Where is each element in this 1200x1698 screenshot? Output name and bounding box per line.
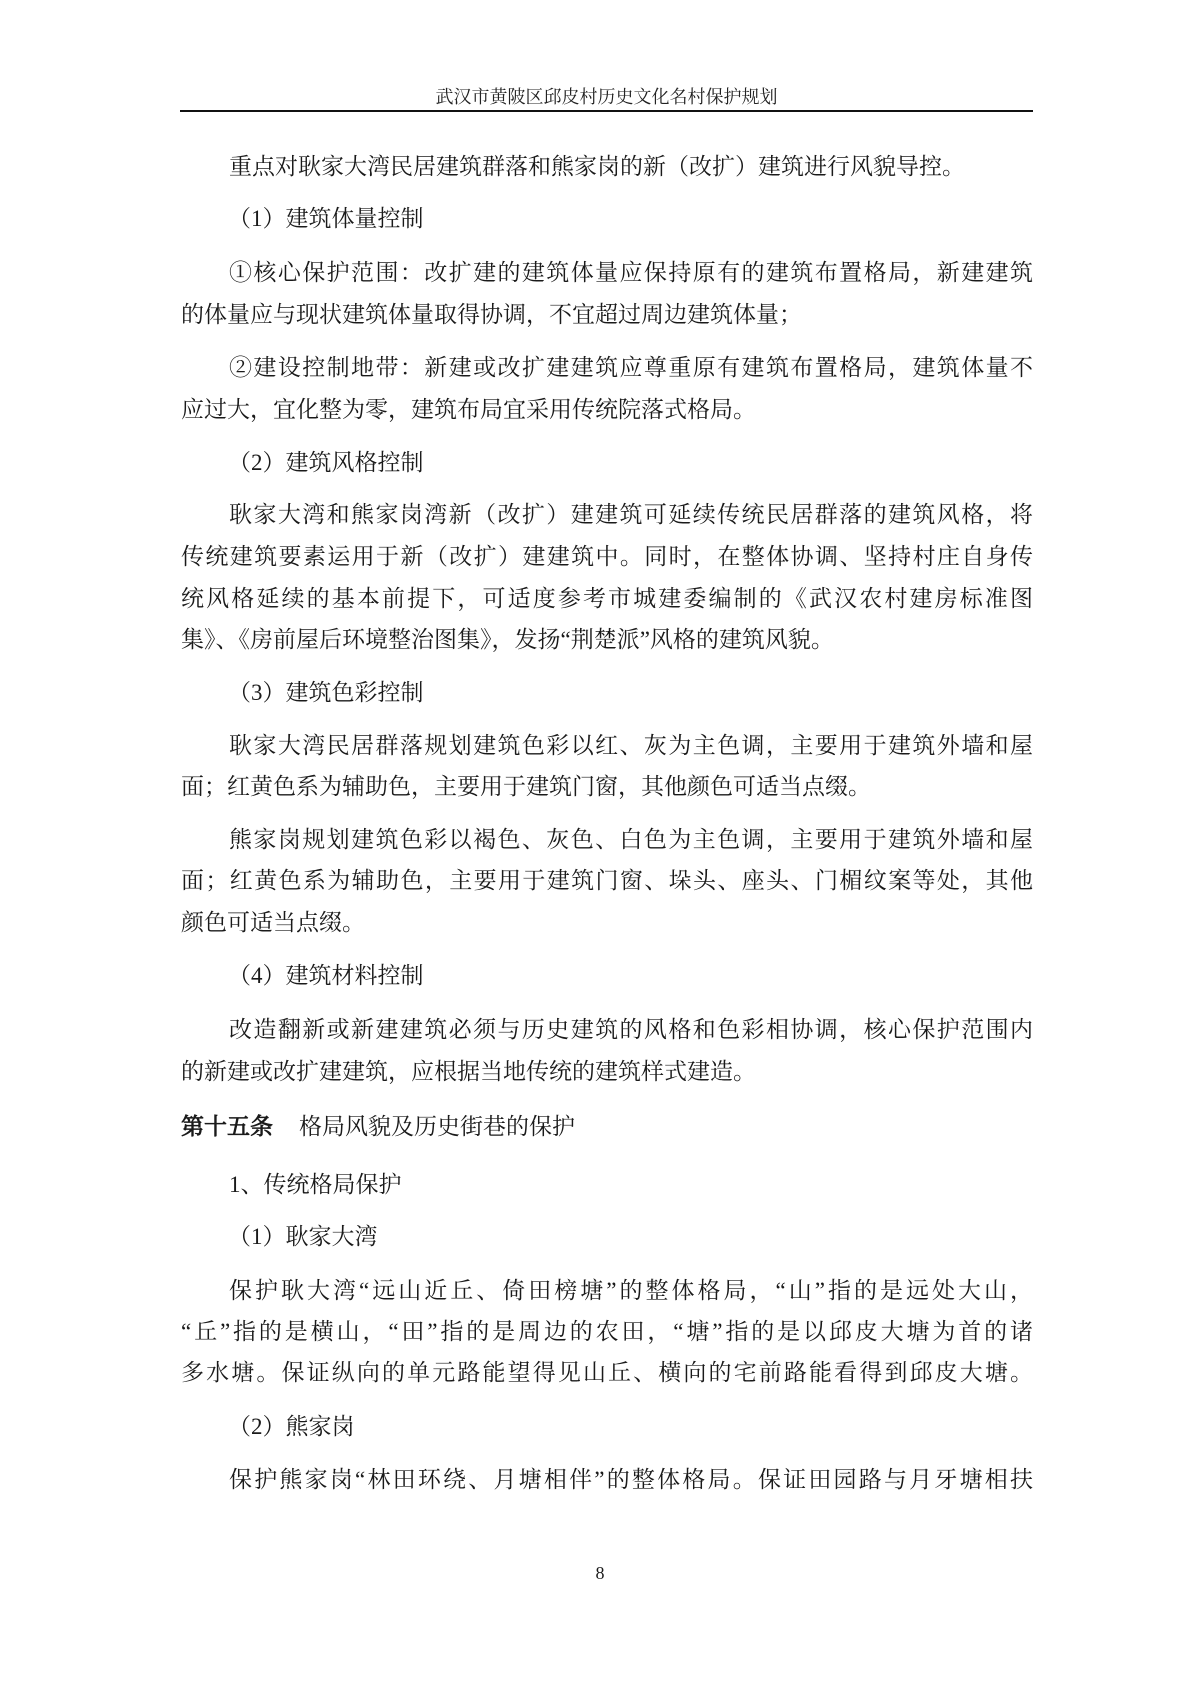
subheading: （2）建筑风格控制: [228, 450, 424, 475]
paragraph-line: 的新建或改扩建建筑，应根据当地传统的建筑样式建造。: [181, 1059, 756, 1084]
document-header-title: 武汉市黄陂区邱皮村历史文化名村保护规划: [435, 87, 778, 107]
paragraph-line: 改造翻新或新建建筑必须与历史建筑的风格和色彩相协调，核心保护范围内: [229, 1017, 1033, 1042]
subheading: （1）耿家大湾: [228, 1224, 378, 1249]
paragraph-line: 耿家大湾和熊家岗湾新（改扩）建建筑可延续传统民居群落的建筑风格，将: [229, 502, 1033, 527]
paragraph-line: 统风格延续的基本前提下，可适度参考市城建委编制的《武汉农村建房标准图: [181, 586, 1033, 611]
subheading: （1）建筑体量控制: [228, 206, 424, 231]
article-heading: [181, 1107, 1033, 1147]
article-title: 格局风貌及历史街巷的保护: [299, 1114, 575, 1139]
paragraph-line: 多水塘。保证纵向的单元路能望得见山丘、横向的宅前路能看得到邱皮大塘。: [181, 1360, 1033, 1385]
header-rule: [180, 110, 1033, 112]
paragraph-line: 面；红黄色系为辅助色，主要用于建筑门窗，其他颜色可适当点缀。: [181, 774, 871, 799]
paragraph-line: ②建设控制地带：新建或改扩建建筑应尊重原有建筑布置格局，建筑体量不: [229, 355, 1033, 380]
paragraph-line: 集》、《房前屋后环境整治图集》，发扬“荆楚派”风格的建筑风貌。: [181, 627, 834, 652]
article-number: 第十五条: [181, 1114, 273, 1139]
paragraph-line: 重点对耿家大湾民居建筑群落和熊家岗的新（改扩）建筑进行风貌导控。: [229, 154, 965, 179]
paragraph-line: 耿家大湾民居群落规划建筑色彩以红、灰为主色调，主要用于建筑外墙和屋: [229, 733, 1033, 758]
subheading: （3）建筑色彩控制: [228, 680, 424, 705]
paragraph-line: 颜色可适当点缀。: [181, 910, 365, 935]
paragraph-line: 应过大，宜化整为零，建筑布局宜采用传统院落式格局。: [181, 397, 756, 422]
page-number: 8: [595, 1563, 605, 1583]
paragraph-line: 保护耿大湾“远山近丘、倚田榜塘”的整体格局，“山”指的是远处大山，: [229, 1278, 1033, 1303]
paragraph-line: “丘”指的是横山，“田”指的是周边的农田，“塘”指的是以邱皮大塘为首的诸: [181, 1319, 1033, 1344]
subheading: （2）熊家岗: [228, 1414, 355, 1439]
paragraph-line: 保护熊家岗“林田环绕、月塘相伴”的整体格局。保证田园路与月牙塘相扶: [229, 1467, 1033, 1492]
paragraph-line: 熊家岗规划建筑色彩以褐色、灰色、白色为主色调，主要用于建筑外墙和屋: [229, 827, 1033, 852]
paragraph-line: 的体量应与现状建筑体量取得协调，不宜超过周边建筑体量；: [181, 302, 802, 327]
subheading: （4）建筑材料控制: [228, 963, 424, 988]
paragraph-line: ①核心保护范围：改扩建的建筑体量应保持原有的建筑布置格局，新建建筑: [229, 260, 1033, 285]
section-heading: 1、传统格局保护: [229, 1172, 402, 1197]
paragraph-line: 面；红黄色系为辅助色，主要用于建筑门窗、垛头、座头、门楣纹案等处，其他: [181, 868, 1033, 893]
paragraph-line: 传统建筑要素运用于新（改扩）建建筑中。同时，在整体协调、坚持村庄自身传: [181, 544, 1033, 569]
